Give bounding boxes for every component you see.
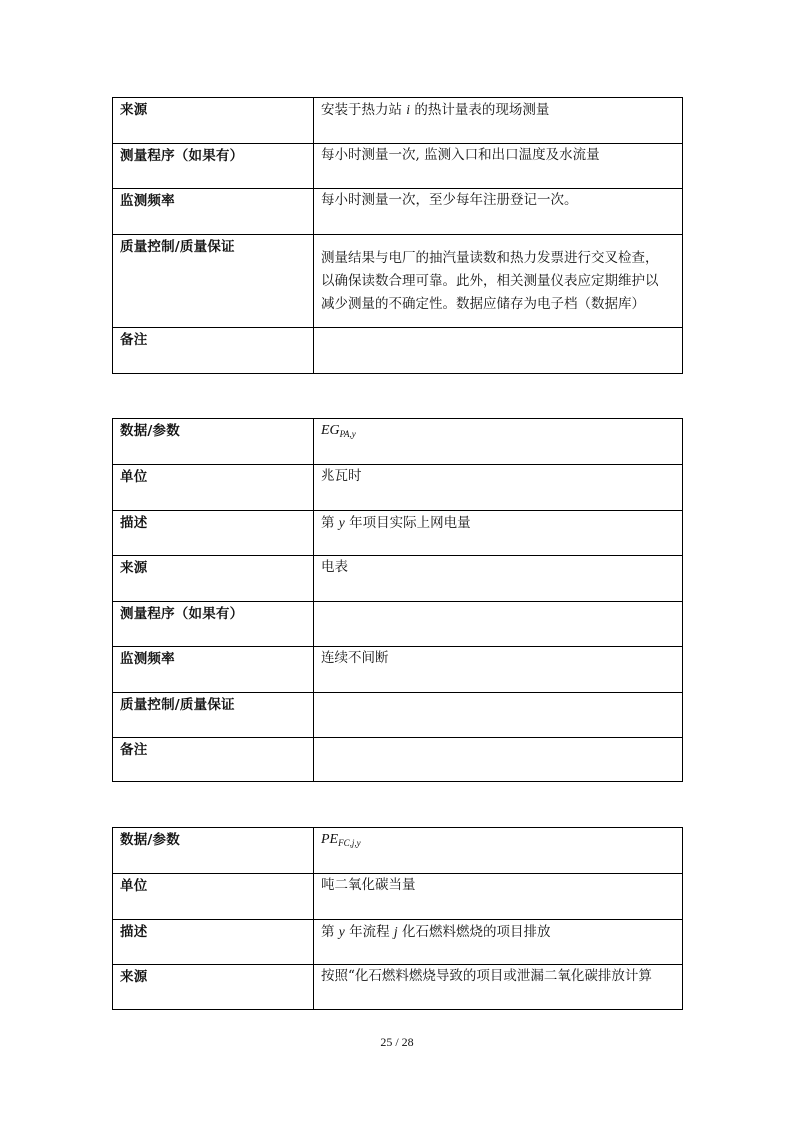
table-row — [113, 920, 683, 965]
table-row — [113, 738, 683, 782]
row-label: 质量控制/质量保证 — [113, 693, 314, 738]
variable-j: j — [393, 924, 398, 939]
value-text: 年项目实际上网电量 — [344, 515, 471, 531]
table-row — [113, 465, 683, 511]
row-label: 来源 — [113, 556, 314, 602]
row-value — [314, 602, 683, 647]
table-row — [113, 189, 683, 235]
parameter-symbol — [321, 832, 361, 847]
variable-i: i — [406, 102, 411, 117]
table-row — [113, 602, 683, 647]
value-text: 年流程 — [344, 924, 394, 940]
row-value — [314, 419, 683, 465]
row-value — [314, 693, 683, 738]
table-row — [113, 965, 683, 1010]
row-value — [314, 235, 683, 328]
row-label: 备注 — [113, 738, 314, 782]
row-value: 每小时测量一次，至少每年注册登记一次。 — [314, 189, 683, 235]
table-row — [113, 98, 683, 144]
table-row — [113, 828, 683, 874]
row-label: 测量程序（如果有） — [113, 602, 314, 647]
row-value — [314, 738, 683, 782]
row-label: 来源 — [113, 965, 314, 1010]
variable-y: y — [338, 924, 345, 939]
table-row — [113, 693, 683, 738]
symbol-main: PE — [321, 832, 339, 847]
row-value: 电表 — [314, 556, 683, 602]
table-row — [113, 511, 683, 556]
value-line: 减少测量的不确定性。数据应储存为电子档（数据库） — [321, 296, 645, 312]
table-row — [113, 556, 683, 602]
row-label: 备注 — [113, 328, 314, 374]
row-label: 数据/参数 — [113, 828, 314, 874]
table-row — [113, 235, 683, 328]
symbol-subscript: FC,j,y — [338, 838, 361, 848]
table-row — [113, 144, 683, 189]
value-line: 测量结果与电厂的抽汽量读数和热力发票进行交叉检查， — [321, 250, 659, 266]
parameter-table-2 — [112, 418, 683, 782]
table-row — [113, 328, 683, 374]
row-value — [314, 328, 683, 374]
row-label: 测量程序（如果有） — [113, 144, 314, 189]
parameter-symbol — [321, 423, 356, 438]
row-value — [314, 511, 683, 556]
row-label: 来源 — [113, 98, 314, 144]
variable-y: y — [338, 515, 345, 530]
row-label: 单位 — [113, 874, 314, 920]
row-value: 吨二氧化碳当量 — [314, 874, 683, 920]
row-value — [314, 98, 683, 144]
table-row — [113, 874, 683, 920]
value-text: 化石燃料燃烧的项目排放 — [397, 924, 551, 940]
row-value: 兆瓦时 — [314, 465, 683, 511]
value-text: 第 — [321, 924, 339, 940]
value-text: 的热计量表的现场测量 — [410, 102, 550, 118]
row-value: 每小时测量一次, 监测入口和出口温度及水流量 — [314, 144, 683, 189]
value-text: 第 — [321, 515, 339, 531]
table-row — [113, 419, 683, 465]
row-label: 监测频率 — [113, 189, 314, 235]
row-value — [314, 828, 683, 874]
page-number: 25 / 28 — [380, 1035, 414, 1049]
row-label: 监测频率 — [113, 647, 314, 693]
row-value: 按照“化石燃料燃烧导致的项目或泄漏二氧化碳排放计算 — [314, 965, 683, 1010]
row-label: 描述 — [113, 920, 314, 965]
table-row — [113, 647, 683, 693]
symbol-subscript: PA,y — [339, 429, 356, 439]
row-label: 描述 — [113, 511, 314, 556]
symbol-main: EG — [321, 423, 340, 438]
parameter-table-1 — [112, 97, 683, 374]
row-label: 数据/参数 — [113, 419, 314, 465]
row-value: 连续不间断 — [314, 647, 683, 693]
row-label: 质量控制/质量保证 — [113, 235, 314, 328]
row-label: 单位 — [113, 465, 314, 511]
value-line: 以确保读数合理可靠。此外，相关测量仪表应定期维护以 — [321, 273, 659, 289]
value-text: 安装于热力站 — [321, 102, 407, 118]
parameter-table-3 — [112, 827, 683, 1010]
row-value — [314, 920, 683, 965]
